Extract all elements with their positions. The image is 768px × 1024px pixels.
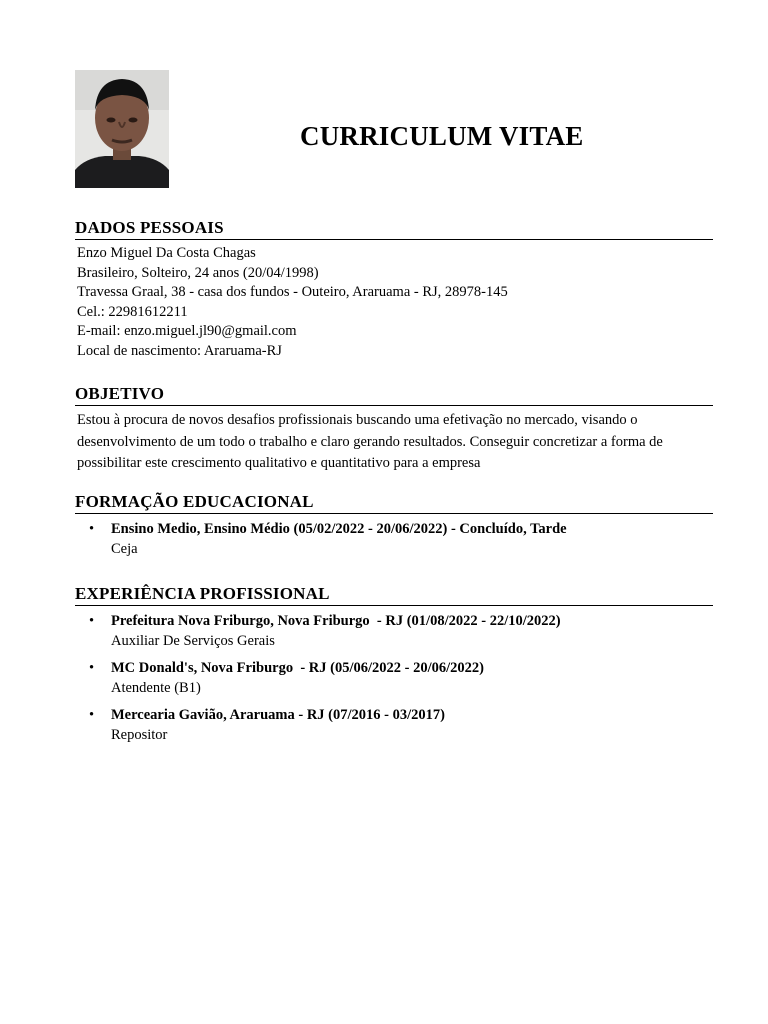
section-experience	[75, 584, 713, 754]
personal-info: Brasileiro, Solteiro, 24 anos (20/04/1998)	[77, 264, 319, 281]
section-objective	[75, 384, 713, 475]
birthplace: Local de nascimento: Araruama-RJ	[77, 342, 282, 359]
experience-role: Repositor	[111, 726, 168, 743]
section-heading: EXPERIÊNCIA PROFISSIONAL	[75, 584, 713, 606]
personal-data-lines	[75, 244, 713, 362]
education-institution: Ceja	[111, 540, 138, 557]
section-heading: FORMAÇÃO EDUCACIONAL	[75, 492, 713, 514]
list-item	[75, 520, 713, 559]
email: E-mail: enzo.miguel.jl90@gmail.com	[77, 323, 297, 340]
full-name: Enzo Miguel Da Costa Chagas	[77, 245, 256, 261]
education-list	[75, 520, 713, 559]
bullet-icon: •	[89, 707, 95, 724]
bullet-icon: •	[89, 613, 95, 629]
experience-title: MC Donald's, Nova Friburgo - RJ (05/06/2022 - 20/06/2022)	[111, 660, 484, 677]
experience-title: Prefeitura Nova Friburgo, Nova Friburgo - RJ (01/08/2022 - 22/10/2022)	[111, 613, 561, 629]
list-item	[75, 659, 713, 698]
list-item	[75, 706, 713, 745]
bullet-icon: •	[89, 521, 95, 537]
section-heading: OBJETIVO	[75, 384, 713, 406]
section-heading: DADOS PESSOAIS	[75, 218, 713, 240]
list-item	[75, 612, 713, 651]
section-education	[75, 492, 713, 567]
section-personal-data	[75, 218, 713, 362]
portrait-image	[75, 70, 169, 188]
experience-title: Mercearia Gavião, Araruama - RJ (07/2016 - 03/2017)	[111, 707, 445, 724]
address: Travessa Graal, 38 - casa dos fundos - Outeiro, Araruama - RJ, 28978-145	[77, 284, 508, 301]
experience-list	[75, 612, 713, 746]
education-title: Ensino Medio, Ensino Médio (05/02/2022 - 20/06/2022) - Concluído, Tarde	[111, 521, 567, 537]
objective-text: Estou à procura de novos desafios profissionais buscando uma efetivação no mercado, visando o desenvolvimento de um todo o trabalho e claro gerando resultados. Conseguir concretizar a forma de possibilitar este crescimento qualitativo e quantitativo para a empresa	[77, 412, 663, 471]
experience-role: Atendente (B1)	[111, 679, 201, 696]
profile-photo	[75, 70, 169, 188]
page-title: CURRICULUM VITAE	[300, 121, 584, 151]
bullet-icon: •	[89, 660, 95, 677]
phone: Cel.: 22981612211	[77, 303, 188, 320]
experience-role: Auxiliar De Serviços Gerais	[111, 632, 275, 649]
